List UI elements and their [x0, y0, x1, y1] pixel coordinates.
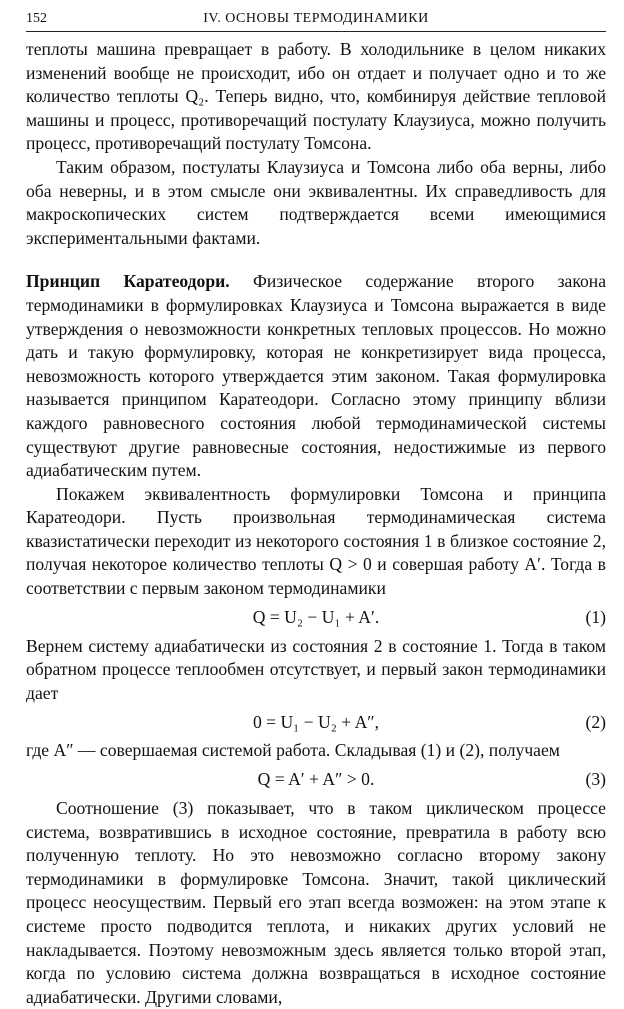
- equation-3-formula: Q = A′ + A″ > 0.: [257, 769, 375, 790]
- running-header: [26, 10, 606, 32]
- equation-2: [26, 705, 606, 739]
- paragraph-7: Соотношение (3) показывает, что в таком циклическом процессе система, возвратившись в исходное состояние, превратила в работу всю полученную теплоту. Но это невозможно согласно второму закону термодинамики в формулировке Томсона. Значит, такой циклический процесс неосуществим. Первый его этап всегда возможен: на этом этапе к системе просто подводится теплота, и никаких других условий не накладывается. Поэтому невозможным здесь является только второй этап, когда по условию система должна возвращаться в исходное состояние адиабатически. Другими словами,: [26, 798, 606, 1007]
- equation-1-number: (1): [585, 606, 606, 627]
- equation-2-formula: 0 = U₁ − U₂ + A″,: [252, 711, 380, 732]
- equation-3: [26, 763, 606, 797]
- equation-2-number: (2): [585, 711, 606, 732]
- paragraph-2: Таким образом, постулаты Клаузиуса и Томсона либо оба верны, либо оба неверны, и в этом смысле они эквивалентны. Их справедливость для макроскопических систем подтверждается всеми имеющимися экспериментальными фактами.: [26, 156, 606, 248]
- paragraph-4: Покажем эквивалентность формулировки Томсона и принципа Каратеодори. Пусть произвольная термодинамическая система квазистатически переходит из некоторого состояния 1 в близкое состояние 2, получая некоторое количество теплоты Q > 0 и совершая работу A′. Тогда в соответствии с первым законом термодинамики: [26, 483, 606, 599]
- equation-1-formula: Q = U₂ − U₁ + A′.: [252, 606, 380, 627]
- section-gap: [26, 250, 606, 270]
- running-title: IV. ОСНОВЫ ТЕРМОДИНАМИКИ: [203, 11, 429, 26]
- equation-1: [26, 601, 606, 635]
- paragraph-6: где A″ — совершаемая системой работа. Складывая (1) и (2), получаем: [26, 740, 560, 761]
- section-title: Принцип Каратеодори.: [26, 271, 230, 292]
- paragraph-3: [26, 270, 606, 482]
- paragraph-1: теплоты машина превращает в работу. В холодильнике в целом никаких изменений вообще не происходит, ибо он отдает и получает одно и то же количество теплоты Q₂. Теперь видно, что, комбинируя действие тепловой машины и процесс, противоречащий постулату Клаузиуса, можно получить процесс, противоречащий постулату Томсона.: [26, 39, 606, 154]
- page-number: 152: [26, 11, 47, 26]
- paragraph-3-text: Физическое содержание второго закона термодинамики в формулировках Клаузиуса и Томсона выражается в виде утверждения о невозможности конкретных тепловых процессов. Но можно дать и такую формулировку, которая не конкретизирует вида процесса, невозможность которого утверждается этим законом. Такая формулировка называется принципом Каратеодори. Согласно этому принципу вблизи каждого равновесного состояния любой термодинамической системы существуют другие равновесные состояния, недостижимые из первого адиабатическим путем.: [26, 271, 607, 481]
- paragraph-5: Вернем систему адиабатически из состояния 2 в состояние 1. Тогда в таком обратном процессе теплообмен отсутствует, и первый закон термодинамики дает: [26, 635, 606, 703]
- equation-3-number: (3): [585, 769, 606, 790]
